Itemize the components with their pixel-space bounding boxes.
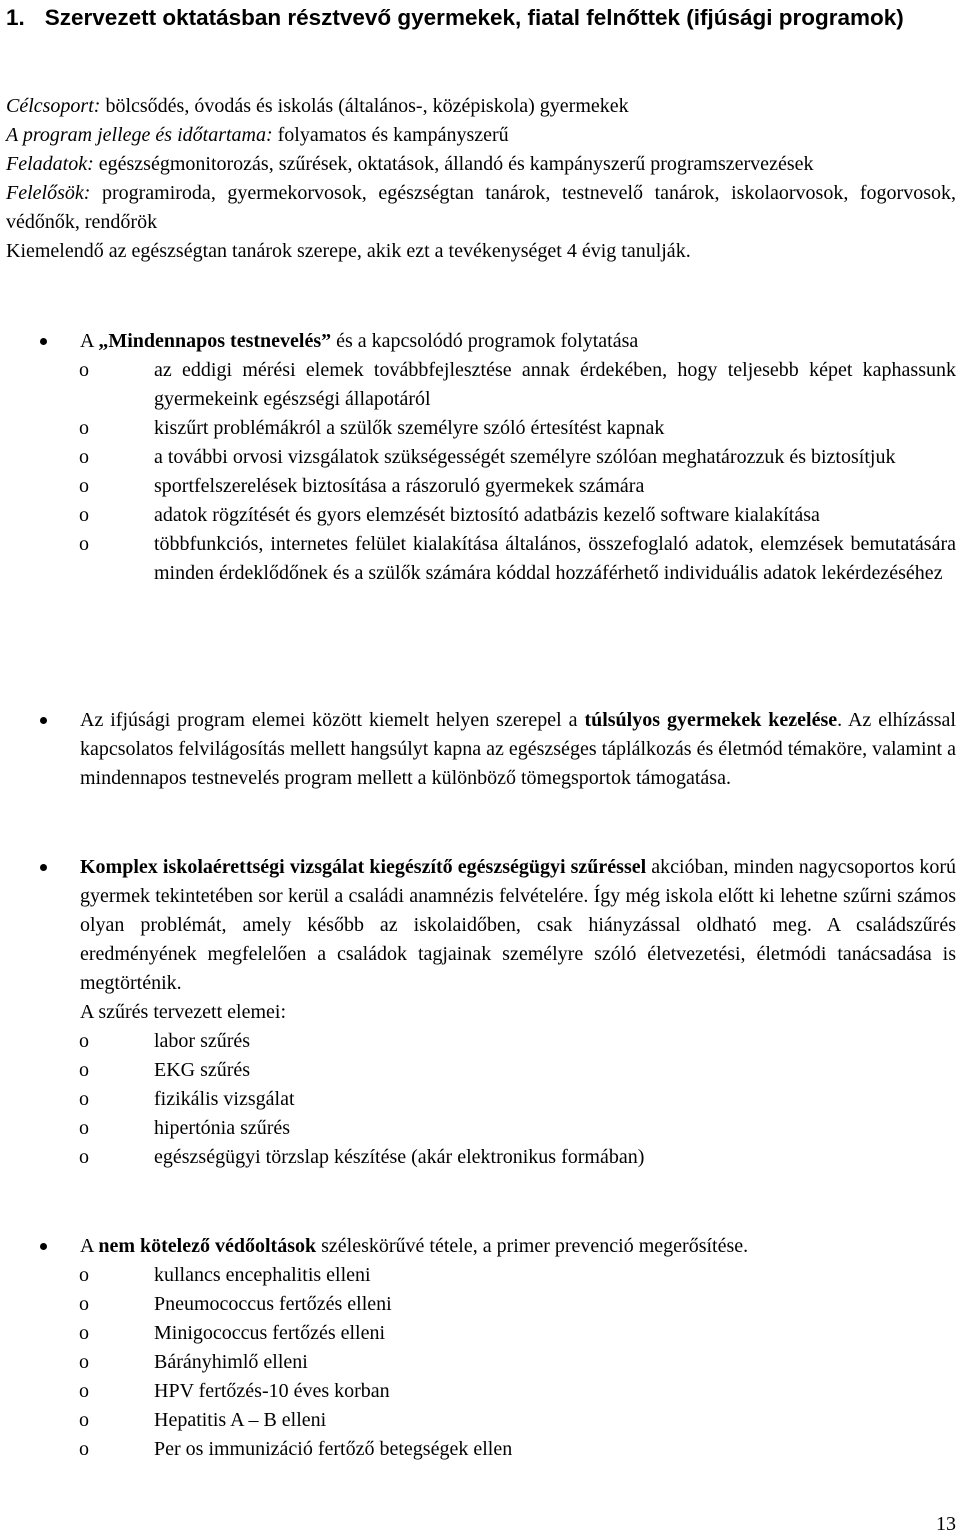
circle-bullet-icon: o [79, 1059, 89, 1081]
target-group-label: Célcsoport: [6, 95, 101, 117]
sub-list-item [0, 1377, 956, 1406]
bullet-text-bold: „Mindennapos testnevelés” [98, 330, 332, 352]
bullet-item [0, 327, 956, 356]
sub-item-text: egészségügyi törzslap készítése (akár elektronikus formában) [154, 1146, 645, 1168]
bullet-text-post: akcióban, minden nagycsoportos korú gyermek tekintetében sor kerül a családi anamnézis felvételére. Így még iskola előtt ki lehetne szűrni számos olyan problémát, amely később az iskolaidőben, csak hiányzással oldható meg. A családszűrés eredményének megfelelően a családok tagjainak személyre szóló életvezetési, életmódi tanácsadása is megtörténik. [80, 856, 956, 994]
bullet-dot-icon [40, 864, 47, 871]
circle-bullet-icon: o [79, 533, 89, 555]
bullet-daily-pe [0, 327, 960, 588]
circle-bullet-icon: o [79, 1088, 89, 1110]
sub-list-item [0, 1056, 956, 1085]
bullet-dot-icon [40, 717, 47, 724]
page-number: 13 [936, 1513, 956, 1535]
sub-item-text: Pneumococcus fertőzés elleni [154, 1293, 392, 1315]
circle-bullet-icon: o [79, 359, 89, 381]
circle-bullet-icon: o [79, 446, 89, 468]
sub-item-text: Bárányhimlő elleni [154, 1351, 308, 1373]
tasks-line [6, 150, 956, 179]
sub-item-text: fizikális vizsgálat [154, 1088, 295, 1110]
bullet-text-post: és a kapcsolódó programok folytatása [331, 330, 639, 352]
program-nature-line [6, 121, 956, 150]
circle-bullet-icon: o [79, 417, 89, 439]
sub-list-item [0, 1290, 956, 1319]
sub-item-text: Minigococcus fertőzés elleni [154, 1322, 386, 1344]
sub-list-item [0, 1348, 956, 1377]
target-group-line [6, 92, 956, 121]
sub-list-item [0, 1085, 956, 1114]
circle-bullet-icon: o [79, 475, 89, 497]
program-nature-value: folyamatos és kampányszerű [272, 124, 509, 146]
section-number: 1. [6, 5, 25, 30]
sub-list-item [0, 443, 956, 472]
bullet-item [0, 1232, 956, 1261]
bullet-text-bold: Komplex iskolaérettségi vizsgálat kiegészítő egészségügyi szűréssel [80, 856, 647, 878]
responsibles-label: Felelősök: [6, 182, 91, 204]
bullet-vaccinations [0, 1232, 960, 1464]
circle-bullet-icon: o [79, 1293, 89, 1315]
target-group-value: bölcsődés, óvodás és iskolás (általános-, középiskola) gyermekek [100, 95, 629, 117]
sub-item-text: HPV fertőzés-10 éves korban [154, 1380, 390, 1402]
highlight-line: Kiemelendő az egészségtan tanárok szerepe, akik ezt a tevékenységet 4 évig tanulják. [6, 240, 691, 262]
sub-item-text: EKG szűrés [154, 1059, 251, 1081]
sub-item-text: labor szűrés [154, 1030, 251, 1052]
circle-bullet-icon: o [79, 1117, 89, 1139]
program-nature-label: A program jellege és időtartama: [6, 124, 273, 146]
circle-bullet-icon: o [79, 1438, 89, 1460]
bullet-text-post: . Az elhízással kapcsolatos felvilágosítás mellett hangsúlyt kapna az egészséges táplálkozás és életmód témaköre, valamint a mindennapos testnevelés program mellett a különböző tömegsportok támogatása. [80, 709, 956, 789]
section-title: Szervezett oktatásban résztvevő gyermekek, fiatal felnőttek (ifjúsági programok) [44, 5, 904, 30]
responsibles-value: programiroda, gyermekorvosok, egészségtan tanárok, testnevelő tanárok, iskolaorvosok, fogorvosok, védőnők, rendőrök [6, 182, 956, 233]
bullet-item [0, 706, 956, 793]
sub-list-item [0, 1406, 956, 1435]
bullet-text-pre: Az ifjúsági program elemei között kiemelt helyen szerepel a [80, 709, 585, 731]
bullet-dot-icon [40, 338, 47, 345]
circle-bullet-icon: o [79, 504, 89, 526]
sub-item-text: kiszűrt problémákról a szülők személyre szóló értesítést kapnak [154, 417, 665, 439]
circle-bullet-icon: o [79, 1351, 89, 1373]
sub-item-text: többfunkciós, internetes felület kialakítása általános, összefoglaló adatok, elemzések bemutatására minden érdeklődőnek és a szülők számára kóddal hozzáférhető individuális adatok lekérdezéséhez [154, 533, 956, 584]
sub-item-text: az eddigi mérési elemek továbbfejlesztése annak érdekében, hogy teljesebb képet kaphassunk gyermekeink egészségi állapotáról [154, 359, 956, 410]
tasks-value: egészségmonitorozás, szűrések, oktatások, állandó és kampányszerű programszervezések [93, 153, 814, 175]
sub-list-item [0, 1319, 956, 1348]
bullet-item [0, 853, 956, 998]
circle-bullet-icon: o [79, 1409, 89, 1431]
intro-block [6, 92, 956, 266]
sub-list-item [0, 1114, 956, 1143]
sub-list-item [0, 1143, 956, 1172]
sub-list-item [0, 1027, 956, 1056]
bullet-text-bold: túlsúlyos gyermekek kezelése [584, 709, 838, 731]
screening-list-intro: A szűrés tervezett elemei: [80, 1001, 287, 1023]
bullet-overweight-children [0, 706, 960, 793]
sub-item-text: hipertónia szűrés [154, 1117, 291, 1139]
sub-item-text: kullancs encephalitis elleni [154, 1264, 371, 1286]
sub-item-text: Hepatitis A – B elleni [154, 1409, 327, 1431]
bullet-text-pre: A [80, 330, 99, 352]
sub-item-text: adatok rögzítését és gyors elemzését biztosító adatbázis kezelő software kialakítása [154, 504, 820, 526]
bullet-text-bold: nem kötelező védőoltások [98, 1235, 317, 1257]
sub-item-text: Per os immunizáció fertőző betegségek ellen [154, 1438, 513, 1460]
section-heading [6, 1, 956, 34]
circle-bullet-icon: o [79, 1380, 89, 1402]
sub-item-text: a további orvosi vizsgálatok szükségességét személyre szólóan meghatározzuk és biztosítjuk [154, 446, 896, 468]
sub-list-item [0, 472, 956, 501]
circle-bullet-icon: o [79, 1264, 89, 1286]
circle-bullet-icon: o [79, 1146, 89, 1168]
bullet-dot-icon [40, 1243, 47, 1250]
sub-list-item [0, 414, 956, 443]
tasks-label: Feladatok: [6, 153, 94, 175]
bullet-text-post: széleskörűvé tétele, a primer prevenció megerősítése. [316, 1235, 749, 1257]
sub-list-item [0, 356, 956, 414]
sub-list-item [0, 501, 956, 530]
bullet-school-readiness [0, 853, 960, 1172]
responsibles-line [6, 179, 956, 237]
bullet-text-pre: A [80, 1235, 99, 1257]
circle-bullet-icon: o [79, 1030, 89, 1052]
sub-list-item [0, 530, 956, 588]
circle-bullet-icon: o [79, 1322, 89, 1344]
sub-list-item [0, 1261, 956, 1290]
sub-item-text: sportfelszerelések biztosítása a rászoruló gyermekek számára [154, 475, 645, 497]
sub-list-item [0, 1435, 956, 1464]
